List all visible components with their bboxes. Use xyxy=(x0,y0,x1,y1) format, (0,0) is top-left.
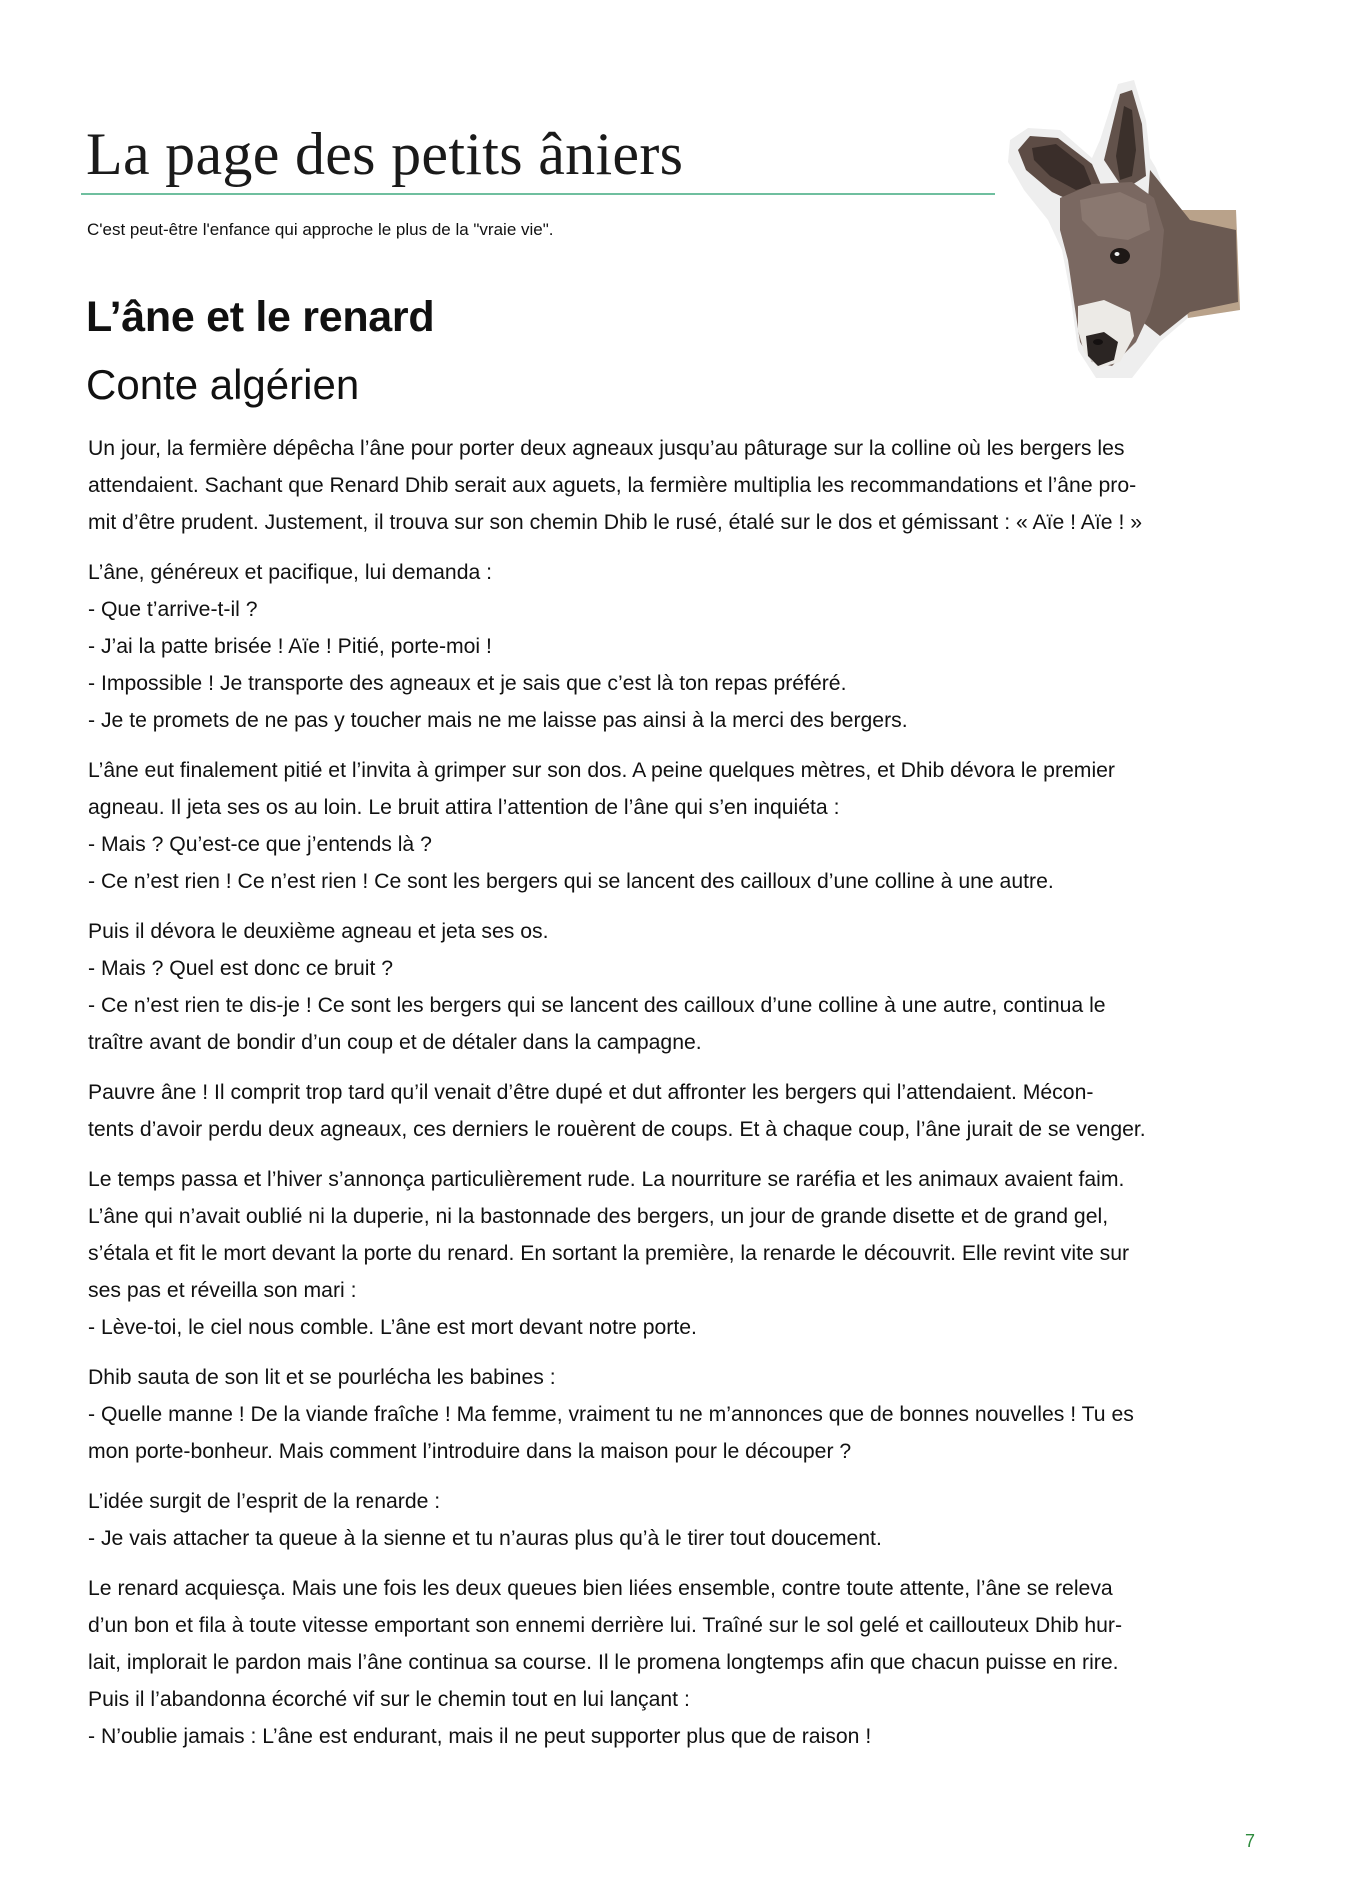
story-paragraph xyxy=(88,1359,1263,1470)
title-rule xyxy=(81,193,995,195)
story-line: L’âne eut finalement pitié et l’invita à grimper sur son dos. A peine quelques mètres, et Dhib dévora le premier xyxy=(88,759,1115,782)
story-line: - Que t’arrive-t-il ? xyxy=(88,598,258,621)
story-title: L’âne et le renard xyxy=(86,293,435,341)
story-line: mon porte-bonheur. Mais comment l’introduire dans la maison pour le découper ? xyxy=(88,1440,852,1463)
story-line: - Impossible ! Je transporte des agneaux et je sais que c’est là ton repas préféré. xyxy=(88,672,847,695)
story-line: d’un bon et fila à toute vitesse emportant son ennemi derrière lui. Traîné sur le sol gelé et caillouteux Dhib hur- xyxy=(88,1614,1123,1637)
story-line: - J’ai la patte brisée ! Aïe ! Pitié, porte-moi ! xyxy=(88,635,492,658)
story-line: L’âne, généreux et pacifique, lui demanda : xyxy=(88,561,493,584)
story-line: - Je vais attacher ta queue à la sienne et tu n’auras plus qu’à le tirer tout doucement. xyxy=(88,1527,882,1550)
page-number: 7 xyxy=(1245,1831,1256,1851)
story-line: - Quelle manne ! De la viande fraîche ! Ma femme, vraiment tu ne m’annonces que de bonnes nouvelles ! Tu es xyxy=(88,1403,1134,1426)
story-paragraph xyxy=(88,1483,1263,1557)
story-line: - Ce n’est rien ! Ce n’est rien ! Ce sont les bergers qui se lancent des cailloux d’une colline à une autre. xyxy=(88,870,1054,893)
donkey-head-image xyxy=(1000,80,1250,380)
story-line: - Lève-toi, le ciel nous comble. L’âne est mort devant notre porte. xyxy=(88,1316,697,1339)
story-line: Un jour, la fermière dépêcha l’âne pour porter deux agneaux jusqu’au pâturage sur la colline où les bergers les xyxy=(88,437,1125,460)
story-line: - Ce n’est rien te dis-je ! Ce sont les bergers qui se lancent des cailloux d’une colline à une autre, continua le xyxy=(88,994,1106,1017)
story-line: tents d’avoir perdu deux agneaux, ces derniers le rouèrent de coups. Et à chaque coup, l’âne jurait de se venger. xyxy=(88,1118,1146,1141)
story-line: Le temps passa et l’hiver s’annonça particulièrement rude. La nourriture se raréfia et les animaux avaient faim. xyxy=(88,1168,1125,1191)
story-line: attendaient. Sachant que Renard Dhib serait aux aguets, la fermière multiplia les recommandations et l’âne pro- xyxy=(88,474,1137,497)
story-line: - N’oublie jamais : L’âne est endurant, mais il ne peut supporter plus que de raison ! xyxy=(88,1725,872,1748)
story-line: L’idée surgit de l’esprit de la renarde : xyxy=(88,1490,441,1513)
page-title: La page des petits âniers xyxy=(86,121,684,187)
story-paragraph xyxy=(88,430,1263,541)
story-line: - Mais ? Quel est donc ce bruit ? xyxy=(88,957,394,980)
story-paragraph xyxy=(88,1161,1263,1346)
story-line: s’étala et fit le mort devant la porte du renard. En sortant la première, la renarde le découvrit. Elle revint vite sur xyxy=(88,1242,1130,1265)
story-line: Le renard acquiesça. Mais une fois les deux queues bien liées ensemble, contre toute attente, l’âne se releva xyxy=(88,1577,1113,1600)
story-line: L’âne qui n’avait oublié ni la duperie, ni la bastonnade des bergers, un jour de grande disette et de grand gel, xyxy=(88,1205,1109,1228)
story-line: - Je te promets de ne pas y toucher mais ne me laisse pas ainsi à la merci des bergers. xyxy=(88,709,908,732)
story-line: lait, implorait le pardon mais l’âne continua sa course. Il le promena longtemps afin que chacun puisse en rire. xyxy=(88,1651,1119,1674)
story-line: mit d’être prudent. Justement, il trouva sur son chemin Dhib le rusé, étalé sur le dos et gémissant : « Aïe ! Aïe ! » xyxy=(88,511,1143,534)
story-line: traître avant de bondir d’un coup et de détaler dans la campagne. xyxy=(88,1031,702,1054)
story-subtitle: Conte algérien xyxy=(86,361,360,408)
header-quote: C'est peut-être l'enfance qui approche le plus de la "vraie vie". xyxy=(87,220,554,239)
story-paragraph xyxy=(88,1570,1263,1755)
story-line: Pauvre âne ! Il comprit trop tard qu’il venait d’être dupé et dut affronter les bergers qui l’attendaient. Mécon- xyxy=(88,1081,1094,1104)
story-line: Puis il dévora le deuxième agneau et jeta ses os. xyxy=(88,920,549,943)
story-paragraph xyxy=(88,752,1263,900)
story-line: Dhib sauta de son lit et se pourlécha les babines : xyxy=(88,1366,556,1389)
story-line: Puis il l’abandonna écorché vif sur le chemin tout en lui lançant : xyxy=(88,1688,690,1711)
story-line: - Mais ? Qu’est-ce que j’entends là ? xyxy=(88,833,432,856)
story-paragraph xyxy=(88,913,1263,1061)
story-paragraph xyxy=(88,554,1263,739)
story-line: agneau. Il jeta ses os au loin. Le bruit attira l’attention de l’âne qui s’en inquiéta : xyxy=(88,796,840,819)
story-body xyxy=(88,430,1263,1768)
story-paragraph xyxy=(88,1074,1263,1148)
story-line: ses pas et réveilla son mari : xyxy=(88,1279,357,1302)
